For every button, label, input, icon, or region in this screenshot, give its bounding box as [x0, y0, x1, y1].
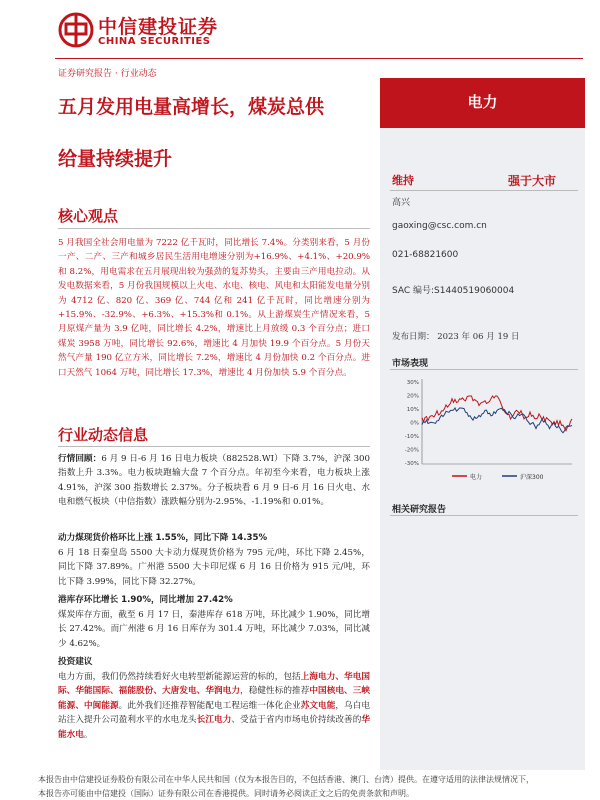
industry-heading: 行业动态信息 [58, 426, 149, 444]
advice-stocks-2: 中国核电、三峡能源、中闽能源 [58, 686, 370, 711]
inventory-title: 港库存环比增长 1.90%，同比增加 27.42% [58, 595, 233, 605]
market-review-label: 行情回顾： [58, 454, 102, 464]
advice-part-3: 。此外我们还推荐智能配电工程运维一体化企业 [118, 700, 301, 711]
rating-value: 强于大市 [508, 174, 557, 188]
legend-csi300: 沪深300 [520, 474, 544, 481]
y-tick-label: 30% [406, 380, 419, 386]
y-tick-label: -30% [404, 461, 419, 467]
advice-part-6: 。 [83, 729, 93, 740]
advice-text [58, 670, 370, 742]
advice-title: 投资建议 [58, 657, 93, 667]
market-chart [392, 374, 576, 484]
chart-legend [452, 473, 544, 481]
y-tick-label: -10% [404, 434, 419, 440]
market-review-text: 6 月 9 日-6 月 16 日电力板块（882528.WI）下降 3.7%，沪深 300 指数上升 3.3%。电力板块跑输大盘 7 个百分点。年初至今来看，电力板块上涨 4.91%，沪深 300 指数增长 2.37%。分子板块看 6 月 9 日-6 月 16 日火电、水电和燃气板块（中信指数）涨跌幅分别为-2.95%、-1.19%和 0.01%。 [58, 454, 370, 508]
brand-name-en: CHINA SECURITIES [98, 36, 211, 47]
brand-name-cn: 中信建投证券 [98, 16, 219, 38]
advice-stocks-4: 长江电力 [196, 715, 232, 726]
market-review [58, 452, 370, 510]
footer-line-1: 本报告由中信建投证券股份有限公司在中华人民共和国（仅为本报告目的，不包括香港、澳门、台湾）提供。在遵守适用的法律法规情况下， [38, 775, 534, 784]
market-divider [390, 369, 578, 370]
related-title: 相关研究报告 [392, 505, 447, 515]
report-title-line-1: 五月发用电量高增长，煤炭总供 [58, 96, 325, 118]
industry-name: 电力 [467, 93, 498, 111]
coal-price-text: 6 月 18 日秦皇岛 5500 大卡动力煤现货价格为 795 元/吨，环比下降 2.45%，同比下降 37.89%。广州港 5500 大卡印尼煤 6 月 16 日价格为 915 元/吨，环比下降 3.99%，同比下降 32.27%。 [58, 548, 370, 587]
y-tick-label: 10% [406, 407, 419, 413]
analyst-sac: SAC 编号:S1440519060004 [392, 286, 515, 296]
logo-mark-icon [58, 12, 94, 48]
core-text: 5 月我国全社会用电量为 7222 亿千瓦时，同比增长 7.4%。分类别来看，5 月份一产、二产、三产和城乡居民生活用电增速分别为+16.9%、+4.1%、+20.9%和 8.2%，用电需求在五月展现出较为强劲的复苏势头，主要由三产用电拉动。从发电数据来看，5 月份我国规模以上火电、水电、核电、风电和太阳能发电量分别为 4712 亿、820 亿、369 亿、744 亿和 241 亿千瓦时，同比增速分别为+15.9%、-32.9%、+6.3%、+15.3%和 0.1%。从上游煤炭生产情况来看，5 月原煤产量为 3.9 亿吨，同比增长 4.2%，增速比上月放缓 0.3 个百分点；进口煤炭 3958 万吨，同比增长 92.6%，增速比 4 月加快 19.9 个百分点。5 月份天然气产量 190 亿立方米，同比增长 7.2%，增速比 4 月份加快 0.2 个百分点。进口天然气 1064 万吨，同比增长 17.3%，增速比 4 月份加快 5.9 个百分点。 [58, 238, 370, 378]
report-title-line-2: 给量持续提升 [58, 148, 173, 170]
advice-part-4: ，乌白电站注入提升公司盈利水平的水电龙头 [58, 700, 370, 726]
report-type: 证券研究报告 · 行业动态 [58, 69, 157, 79]
advice-stocks-3: 苏文电能 [300, 700, 336, 711]
header-divider [55, 58, 583, 59]
industry-divider [58, 446, 370, 447]
advice-stocks-1: 上海电力、华电国际、华能国际、福能股份、大唐发电、华润电力 [58, 672, 370, 697]
y-tick-label: 0% [410, 420, 419, 427]
legend-power: 电力 [470, 474, 483, 481]
publish-date: 发布日期： 2023 年 06 月 19 日 [392, 332, 520, 342]
related-divider [390, 515, 578, 516]
rating-divider [390, 190, 578, 191]
analyst-email[interactable]: gaoxing@csc.com.cn [392, 221, 487, 231]
advice-part-2: ，稳健性标的推荐 [240, 686, 310, 697]
inventory-text: 煤炭库存方面，截至 6 月 17 日，秦港库存 618 万吨，环比减少 1.90%，同比增长 27.42%。而广州港 6 月 16 日库存为 301.4 万吨，环比减少 7.03%，同比减少 4.62%。 [58, 610, 370, 649]
coal-price-title: 动力煤现货价格环比上涨 1.55%，同比下降 14.35% [58, 533, 268, 543]
y-tick-label: -20% [404, 447, 419, 454]
advice-part-1: 电力方面，我们仍然持续看好火电转型新能源运营的标的，包括 [58, 672, 301, 682]
rating-label: 维持 [392, 174, 414, 187]
core-divider [58, 228, 370, 229]
analyst-name: 高兴 [392, 198, 411, 208]
core-heading: 核心观点 [58, 207, 119, 225]
advice-stocks-5: 华能水电 [58, 715, 370, 740]
series-power-line [422, 396, 572, 431]
advice-part-5: 、受益于省内市场电价持续改善的 [231, 715, 362, 726]
market-title: 市场表现 [392, 359, 429, 369]
analyst-phone: 021-68821600 [392, 250, 459, 260]
footer-line-2: 本报告亦可能由中信建投（国际）证券有限公司在香港提供。同时请务必阅读正文之后的免责条款和声明。 [38, 789, 414, 798]
y-tick-label: 20% [406, 393, 419, 400]
